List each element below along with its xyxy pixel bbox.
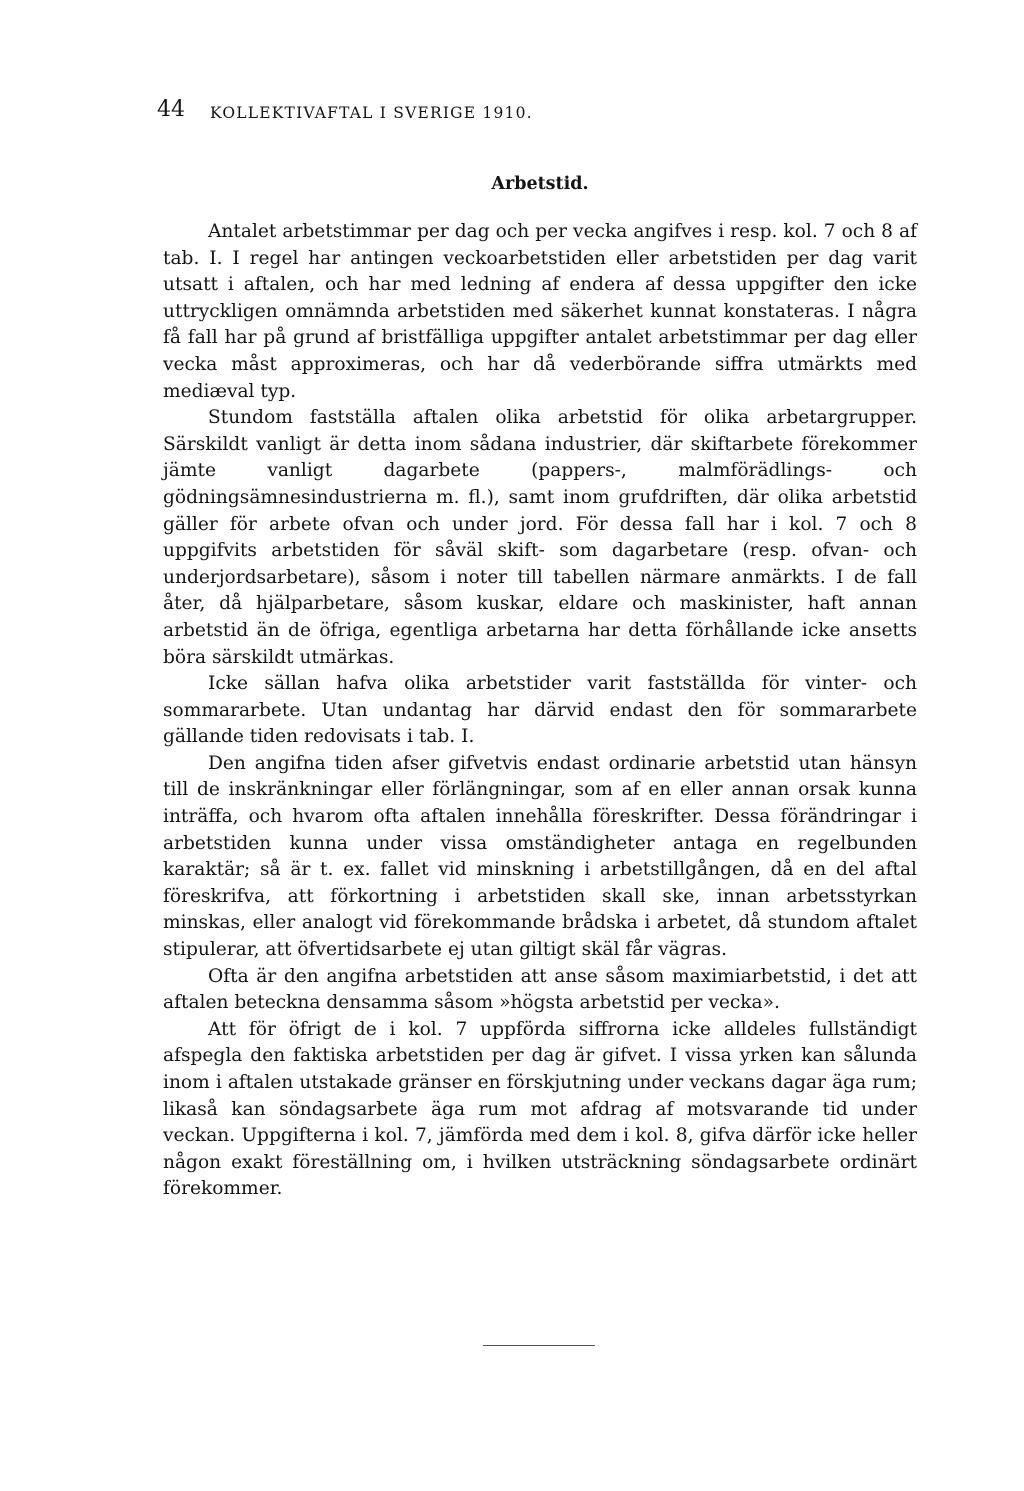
section-title: Arbetstid.	[491, 174, 589, 194]
paragraph: Ofta är den angifna arbetstiden att anse såsom maximiarbetstid, i det att aftalen beteckna densamma såsom »högsta arbetstid per vecka».	[163, 965, 917, 1014]
section-end-rule	[483, 1345, 595, 1346]
paragraph: Att för öfrigt de i kol. 7 uppförda siffrorna icke alldeles fullständigt afspegla den faktiska arbetstiden per dag är gifvet. I vissa yrken kan sålunda inom i aftalen utstakade gränser en förskjutning under veckans dagar äga rum; likaså kan söndagsarbete äga rum mot afdrag af motsvarande tid under veckan. Uppgifterna i kol. 7, jämförda med dem i kol. 8, gifva därför icke heller någon exakt föreställning om, i hvilken utsträckning söndagsarbete ordinärt förekommer.	[163, 1018, 917, 1200]
page-number: 44	[157, 97, 185, 122]
running-title: KOLLEKTIVAFTAL I SVERIGE 1910.	[210, 104, 533, 122]
running-head	[157, 97, 917, 127]
paragraph: Den angifna tiden afser gifvetvis endast ordinarie arbetstid utan hänsyn till de inskränkningar eller förlängningar, som af en eller annan orsak kunna inträffa, och hvarom ofta aftalen innehålla föreskrifter. Dessa förändringar i arbetstiden kunna under vissa omständigheter antaga en regelbunden karaktär; så är t. ex. fallet vid minskning i arbetstillgången, då en del aftal föreskrifva, att förkortning i arbetstiden skall ske, innan arbetsstyrkan minskas, eller analogt vid förekommande brådska i arbetet, då stundom aftalet stipulerar, att öfvertidsarbete ej utan giltigt skäl får vägras.	[163, 752, 917, 961]
body-text	[163, 219, 917, 1203]
paragraph: Icke sällan hafva olika arbetstider varit fastställda för vinter- och sommararbete. Utan undantag har därvid endast den för sommararbete gällande tiden redovisats i tab. I.	[163, 673, 917, 748]
paragraph: Stundom fastställa aftalen olika arbetstid för olika arbetargrupper. Särskildt vanligt är detta inom sådana industrier, där skiftarbete förekommer jämte vanligt dagarbete (pappers-, malmförädlings- och gödningsämnesindustrierna m. fl.), samt inom grufdriften, där olika arbetstid gäller för arbete ofvan och under jord. För dessa fall har i kol. 7 och 8 uppgifvits arbetstiden för såväl skift- som dagarbetare (resp. ofvan- och underjordsarbetare), såsom i noter till tabellen närmare anmärkts. I de fall åter, då hjälparbetare, såsom kuskar, eldare och maskinister, haft annan arbetstid än de öfriga, egentliga arbetarna har detta förhållande icke ansetts böra särskildt utmärkas.	[163, 407, 917, 668]
paragraph: Antalet arbetstimmar per dag och per vecka angifves i resp. kol. 7 och 8 af tab. I. I regel har antingen veckoarbetstiden eller arbetstiden per dag varit utsatt i aftalen, och har med ledning af endera af dessa uppgifter den icke uttryckligen omnämnda arbetstiden med säkerhet kunnat konstateras. I några få fall har på grund af bristfälliga uppgifter antalet arbetstimmar per dag eller vecka måst approximeras, och har då vederbörande siffra utmärkts med mediæval typ.	[163, 221, 917, 402]
